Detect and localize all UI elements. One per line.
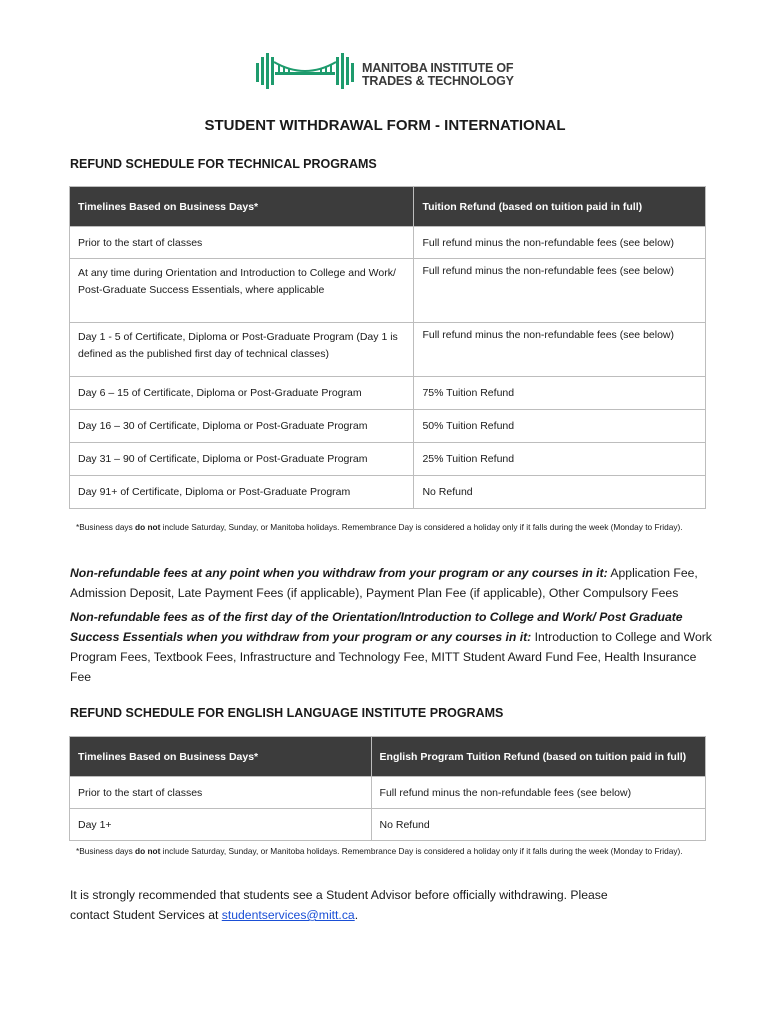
refund-cell: Full refund minus the non-refundable fees (see below) xyxy=(414,323,706,377)
bridge-logo-icon xyxy=(256,50,354,92)
column-header: English Program Tuition Refund (based on tuition paid in full) xyxy=(371,737,705,777)
refund-cell: Full refund minus the non-refundable fees (see below) xyxy=(414,259,706,323)
timeline-cell: Prior to the start of classes xyxy=(70,777,372,809)
timeline-cell: Day 1+ xyxy=(70,809,372,841)
table-header-row xyxy=(70,187,706,227)
fees-label: Non-refundable fees at any point when you withdraw from your program or any courses in it: xyxy=(70,566,608,580)
page-title: STUDENT WITHDRAWAL FORM - INTERNATIONAL xyxy=(204,117,566,134)
fees-list: Introduction to College and Work Program Fees, Textbook Fees, Infrastructure and Technology Fee, MITT Student Award Fund Fee, Health Insurance Fee xyxy=(70,630,712,684)
table-header-row xyxy=(70,737,706,777)
nonrefundable-fees-2 xyxy=(70,607,720,687)
refund-cell: Full refund minus the non-refundable fees (see below) xyxy=(414,227,706,259)
nonrefundable-fees-1 xyxy=(70,563,720,603)
timeline-cell: Day 16 – 30 of Certificate, Diploma or Post-Graduate Program xyxy=(70,410,414,443)
timeline-cell: At any time during Orientation and Introduction to College and Work/ Post-Graduate Success Essentials, where applicable xyxy=(70,259,414,323)
table-row xyxy=(70,410,706,443)
refund-cell: No Refund xyxy=(371,809,705,841)
logo-line-1: MANITOBA INSTITUTE OF xyxy=(362,61,514,75)
closing-paragraph: It is strongly recommended that students see a Student Advisor before officially withdrawing. Please contact Student Services at studentservices@mitt.ca. xyxy=(70,888,608,922)
technical-refund-table xyxy=(69,186,706,509)
refund-cell: 50% Tuition Refund xyxy=(414,410,706,443)
english-footnote: *Business days do not include Saturday, Sunday, or Manitoba holidays. Remembrance Day is considered a holiday only if it falls during the week (Monday to Friday). xyxy=(76,846,683,856)
table-row xyxy=(70,809,706,841)
mitt-logo xyxy=(256,50,516,95)
column-header: Timelines Based on Business Days* xyxy=(70,187,414,227)
table-row xyxy=(70,377,706,410)
student-services-email-link[interactable]: studentservices@mitt.ca xyxy=(221,908,355,922)
refund-cell: 75% Tuition Refund xyxy=(414,377,706,410)
timeline-cell: Day 91+ of Certificate, Diploma or Post-Graduate Program xyxy=(70,476,414,509)
technical-footnote: *Business days do not include Saturday, Sunday, or Manitoba holidays. Remembrance Day is considered a holiday only if it falls during the week (Monday to Friday). xyxy=(76,522,683,532)
english-refund-table xyxy=(69,736,706,841)
column-header: Timelines Based on Business Days* xyxy=(70,737,372,777)
table-row xyxy=(70,259,706,323)
timeline-cell: Day 31 – 90 of Certificate, Diploma or Post-Graduate Program xyxy=(70,443,414,476)
table-row xyxy=(70,443,706,476)
fees-label: Non-refundable fees as of the first day of the Orientation/Introduction to College and Work/ Post Graduate Success Essentials when you withdraw from your program or any courses in it: xyxy=(70,610,683,644)
refund-cell: Full refund minus the non-refundable fees (see below) xyxy=(371,777,705,809)
column-header: Tuition Refund (based on tuition paid in full) xyxy=(414,187,706,227)
table-row xyxy=(70,476,706,509)
technical-heading: REFUND SCHEDULE FOR TECHNICAL PROGRAMS xyxy=(70,157,377,171)
table-row xyxy=(70,777,706,809)
refund-cell: No Refund xyxy=(414,476,706,509)
timeline-cell: Day 6 – 15 of Certificate, Diploma or Post-Graduate Program xyxy=(70,377,414,410)
table-row xyxy=(70,227,706,259)
table-row xyxy=(70,323,706,377)
fees-list: Application Fee, Admission Deposit, Late Payment Fees (if applicable), Payment Plan Fee (if applicable), Other Compulsory Fees xyxy=(70,566,698,600)
closing-text: It is strongly recommended that students see a Student Advisor before officially withdrawing. Please contact Student Services at xyxy=(70,888,608,922)
timeline-cell: Day 1 - 5 of Certificate, Diploma or Post-Graduate Program (Day 1 is defined as the published first day of technical classes) xyxy=(70,323,414,377)
logo-line-2: TRADES & TECHNOLOGY xyxy=(362,74,514,88)
english-heading: REFUND SCHEDULE FOR ENGLISH LANGUAGE INSTITUTE PROGRAMS xyxy=(70,706,504,720)
timeline-cell: Prior to the start of classes xyxy=(70,227,414,259)
refund-cell: 25% Tuition Refund xyxy=(414,443,706,476)
